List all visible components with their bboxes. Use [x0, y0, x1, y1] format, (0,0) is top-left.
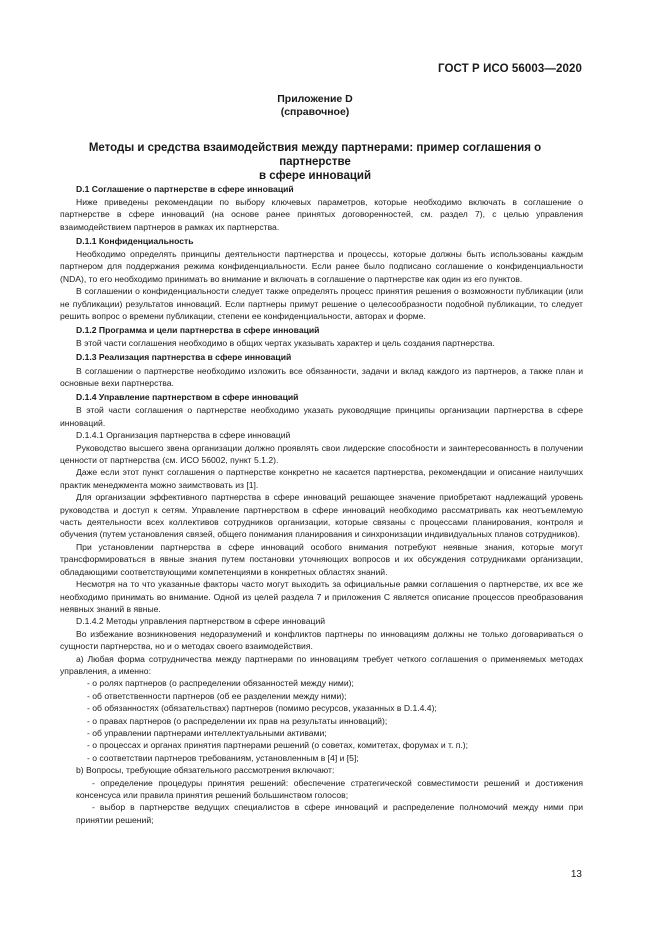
list-item: - об обязанностях (обязательствах) партнеров (помимо ресурсов, указанных в D.1.4.4);	[87, 703, 437, 714]
list-item: - о ролях партнеров (о распределении обязанностей между ними);	[87, 678, 354, 689]
paragraph: Во избежание возникновения недоразумений и конфликтов партнеры по инновациям должны не только договариваться о сущности партнерства, но и о методах своего взаимодействия.	[60, 628, 583, 652]
subsection-heading-d142: D.1.4.2 Методы управления партнерством в сфере инноваций	[76, 616, 326, 627]
paragraph: В этой части соглашения о партнерстве необходимо указать руководящие принципы организации партнерства в сфере инноваций.	[60, 405, 583, 428]
list-item: - об ответственности партнеров (об ее разделении между ними);	[87, 690, 347, 701]
appendix-type: (справочное)	[280, 106, 350, 118]
section-heading-d14: D.1.4 Управление партнерством в сфере инноваций	[76, 392, 299, 402]
section-heading-d13: D.1.3 Реализация партнерства в сфере инноваций	[76, 352, 292, 363]
paragraph: Руководство высшего звена организации должно проявлять свои лидерские способности и заинтересованность в получении ценности от партнерства (см. ИСО 56002, пункт 5.1.2).	[60, 442, 583, 466]
paragraph: При установлении партнерства в сфере инноваций особого внимания потребуют неявные знания, которые могут трансформироваться в явные знания путем постановки уточняющих вопросов и их обсуждения сотрудниками организации, обладающими соответствующими компетенциями в конкретных областях знаний.	[60, 541, 583, 577]
paragraph: В соглашении о партнерстве необходимо изложить все обязанности, задачи и вклад каждого из партнеров, а также план и основные вехи партнерства.	[60, 365, 583, 389]
document-body	[60, 181, 583, 826]
standard-designation: ГОСТ Р ИСО 56003—2020	[437, 63, 582, 75]
paragraph: Несмотря на то что указанные факторы часто могут выходить за официальные рамки соглашения о партнерстве, их все же необходимо принимать во внимание. Одной из целей раздела 7 и приложения С является описание процессов преобразования неявных знаний в явные.	[60, 579, 583, 614]
paragraph: В этой части соглашения необходимо в общих чертах указывать характер и цель создания партнерства.	[76, 338, 495, 349]
list-intro-a: а) Любая форма сотрудничества между партнерами по инновациям требует четкого соглашения о применяемых методах управления, а именно:	[60, 653, 583, 676]
paragraph: Для организации эффективного партнерства в сфере инноваций решающее значение приобретают надлежащий уровень руководства и доступ к сетям. Управление партнерством в сфере инноваций необходимо рассматривать как неотъемлемую часть деятельности всех коллективов сотрудников организации, которые связаны с процессами планирования, контроля и обучения (путем установления связей, общего понимания планирования и синхронизации индивидуальных планов сотрудников).	[60, 492, 583, 540]
list-item: - о процессах и органах принятия партнерами решений (о советах, комитетах, форумах и т. п.);	[87, 740, 469, 751]
list-intro-b: b) Вопросы, требующие обязательного рассмотрения включают:	[76, 765, 335, 776]
section-heading-d11: D.1.1 Конфиденциальность	[76, 235, 194, 246]
appendix-heading	[60, 93, 570, 119]
appendix-label: Приложение D	[277, 93, 353, 105]
paragraph: Необходимо определять принципы деятельности партнерства и процессы, которые должны быть использованы каждым партнером для поддержания режима конфиденциальности. Если ранее было подписано соглашение о конфиденциальности (NDA), то его необходимо принимать во внимание и включать в соглашение о партнерстве как один из его пунктов.	[60, 249, 583, 284]
list-item: - о соответствии партнеров требованиям, установленным в [4] и [5];	[87, 752, 359, 763]
paragraph: Даже если этот пункт соглашения о партнерстве конкретно не касается партнерства, рекомендации и описание наилучших практик менеджмента можно заимствовать из [1].	[60, 467, 583, 490]
list-item: - определение процедуры принятия решений: обеспечение стратегической совместимости решений и достижения консенсуса или правила принятия решений большинством голосов;	[76, 777, 583, 800]
appendix-title	[60, 141, 570, 183]
section-heading-d12: D.1.2 Программа и цели партнерства в сфере инноваций	[76, 324, 320, 335]
list-item: - об управлении партнерами интеллектуальными активами;	[87, 727, 327, 738]
paragraph: Ниже приведены рекомендации по выбору ключевых параметров, которые необходимо включать в соглашение о партнерстве в сфере инноваций (на основе ранее принятых договоренностей, см. раздел 7), с целью управления взаимодействием партнеров в рамках их партнерства.	[60, 196, 583, 232]
title-line-2: в сфере инноваций	[258, 170, 372, 182]
list-item: - выбор в партнерстве ведущих специалистов в сфере инноваций и распределение полномочий между ними при принятии решений;	[76, 802, 583, 825]
page-number: 13	[570, 869, 582, 880]
list-item: - о правах партнеров (о распределении их прав на результаты инноваций);	[87, 715, 388, 726]
title-line-1: Методы и средства взаимодействия между партнерами: пример соглашения о партнерстве	[88, 142, 542, 168]
subsection-heading-d141: D.1.4.1 Организация партнерства в сфере инноваций	[76, 430, 291, 441]
paragraph: В соглашении о конфиденциальности следует также определять процесс принятия решения о возможности публикации (или не публикации) результатов инноваций. Если партнеры примут решение о целесообразности подобной публикации, то следует решить вопрос о времени публикации, степени ее конфиденциальности, авторах и форме.	[60, 286, 583, 322]
section-heading-d1: D.1 Соглашение о партнерстве в сфере инноваций	[76, 183, 294, 194]
